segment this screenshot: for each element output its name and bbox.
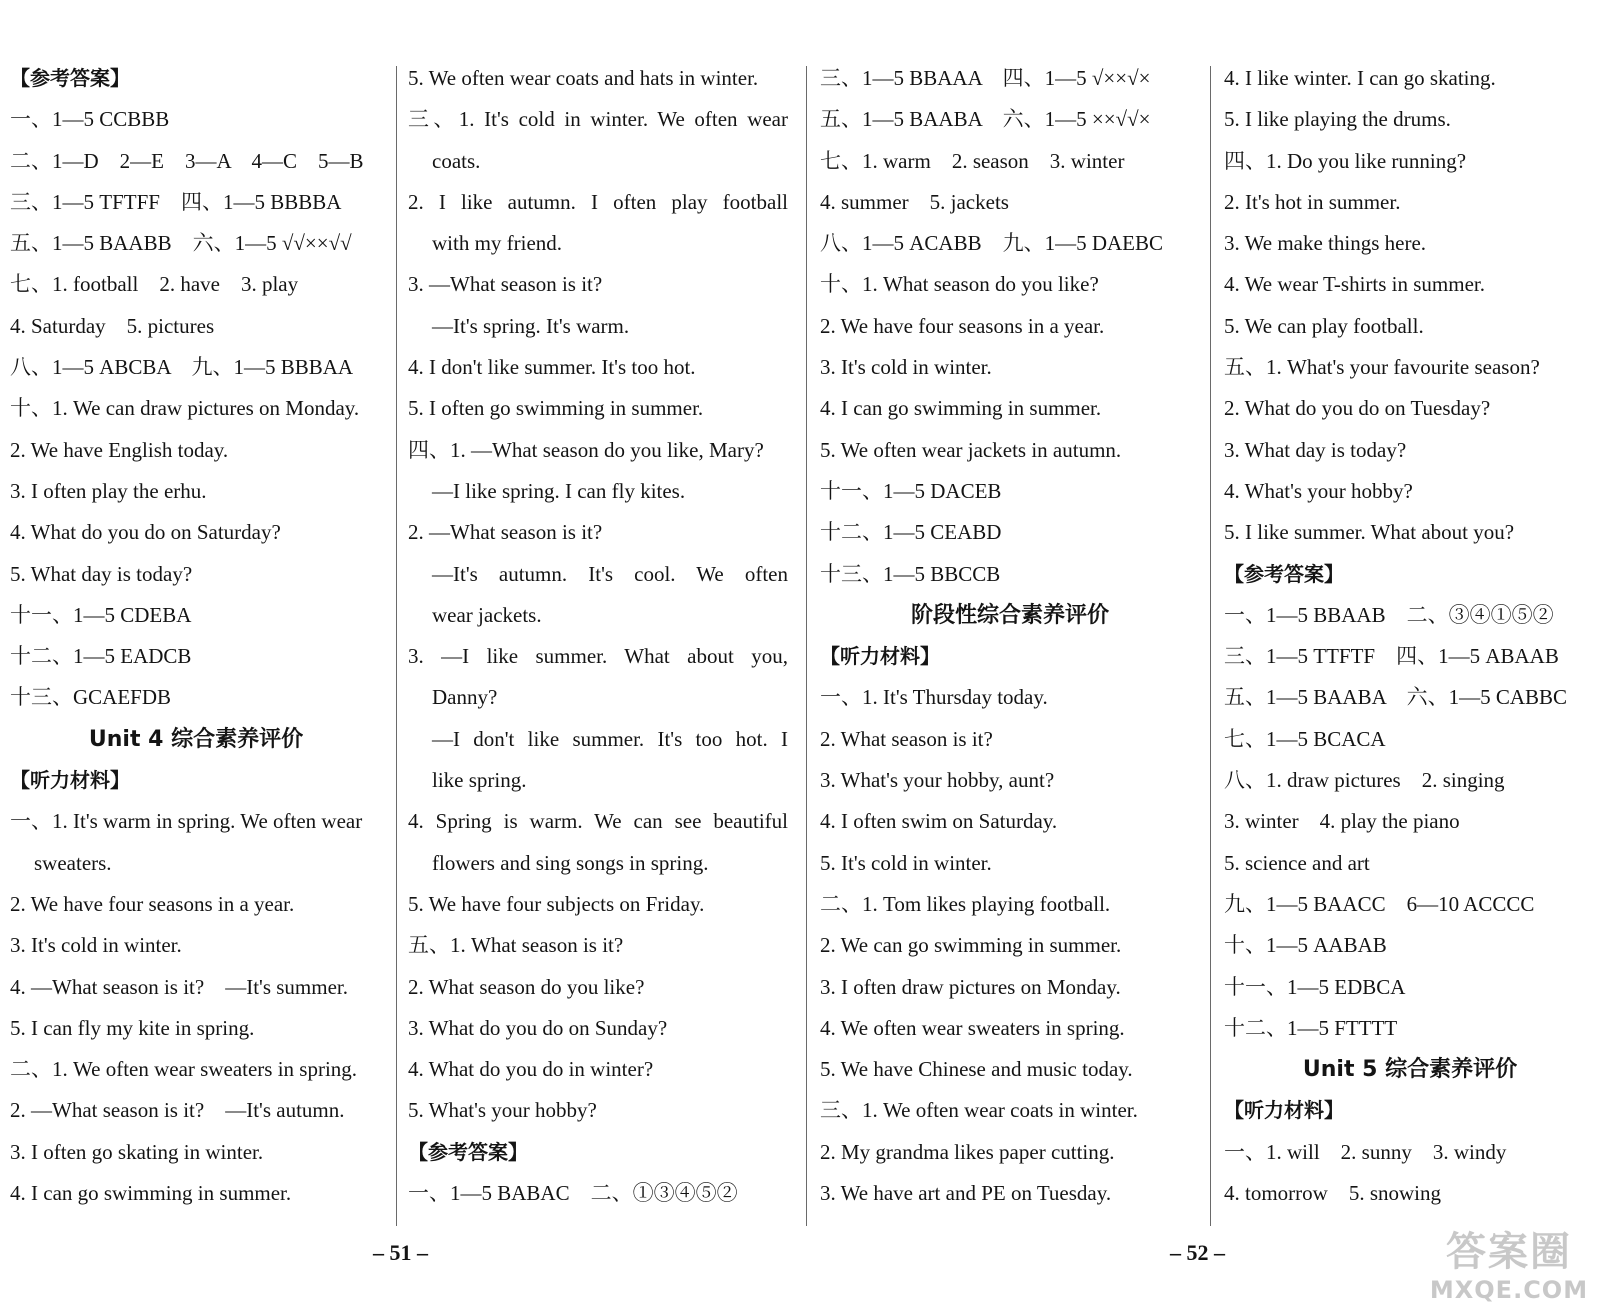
answer-line: 2. —What season is it?	[408, 520, 603, 545]
answer-line: 二、1. Tom likes playing football.	[820, 891, 1111, 916]
answer-line: 4. What's your hobby?	[1224, 478, 1413, 503]
page-number-left: – 51 –	[373, 1240, 428, 1265]
watermark-url: MXQE.COM	[1429, 1276, 1589, 1304]
answer-line: 4. summer 5. jackets	[820, 189, 1009, 214]
answer-line: 五、1—5 BAABA 六、1—5 CABBC	[1224, 685, 1568, 710]
answer-line: Danny?	[432, 685, 498, 710]
answer-line: 九、1—5 BAACC 6—10 ACCCC	[1224, 891, 1535, 916]
answer-line: 一、1. will 2. sunny 3. windy	[1224, 1139, 1507, 1164]
section-heading: 【听力材料】	[820, 644, 940, 669]
answer-line: 3. —What season is it?	[408, 272, 603, 297]
answer-line: 4. Spring is warm. We can see beautiful	[408, 809, 788, 834]
answer-line: coats.	[432, 148, 481, 173]
answer-line: 4. I don't like summer. It's too hot.	[408, 355, 696, 380]
answer-line: 5. We have four subjects on Friday.	[408, 891, 705, 916]
answer-line: 三、1—5 TTFTF 四、1—5 ABAAB	[1224, 644, 1559, 669]
answer-line: 二、1. We often wear sweaters in spring.	[10, 1057, 358, 1082]
answer-line: 三、1—5 BBAAA 四、1—5 √××√×	[820, 66, 1151, 90]
answer-line: 一、1—5 BBAAB 二、③④①⑤②	[1224, 602, 1554, 627]
answer-line: 2. I like autumn. I often play football	[408, 189, 788, 214]
answer-line: —I don't like summer. It's too hot. I	[432, 726, 788, 751]
answer-line: 八、1—5 ACABB 九、1—5 DAEBC	[820, 231, 1164, 256]
answer-line: 5. It's cold in winter.	[820, 850, 992, 875]
answer-line: 2. What do you do on Tuesday?	[1224, 396, 1491, 421]
section-heading: 【参考答案】	[10, 66, 130, 90]
answer-line: 5. We have Chinese and music today.	[820, 1057, 1133, 1082]
answer-line: 5. I often go swimming in summer.	[408, 396, 704, 421]
answer-line: 2. My grandma likes paper cutting.	[820, 1139, 1115, 1164]
answer-line: 3. What do you do on Sunday?	[408, 1015, 668, 1040]
answer-line: 五、1—5 BAABB 六、1—5 √√××√√	[10, 231, 352, 256]
answer-line: 五、1. What's your favourite season?	[1224, 355, 1540, 380]
answer-line: 十三、1—5 BBCCB	[820, 561, 1001, 586]
answer-line: 一、1. It's Thursday today.	[820, 685, 1048, 710]
answer-line: 2. We have four seasons in a year.	[820, 313, 1105, 338]
answer-line: 三、1. It's cold in winter. We often wear	[408, 107, 788, 132]
answer-line: 十二、1—5 EADCB	[10, 644, 192, 669]
answer-line: 四、1. Do you like running?	[1224, 148, 1467, 173]
answer-line: 七、1. football 2. have 3. play	[10, 272, 299, 297]
section-heading: 【听力材料】	[10, 768, 130, 793]
answer-line: 十一、1—5 CDEBA	[10, 602, 192, 627]
answer-line: 3. What's your hobby, aunt?	[820, 768, 1055, 793]
answer-line: 十、1. What season do you like?	[820, 272, 1099, 297]
answer-line: —I like spring. I can fly kites.	[432, 478, 686, 503]
answer-line: 4. I can go swimming in summer.	[10, 1181, 292, 1206]
answer-line: 3. I often draw pictures on Monday.	[820, 974, 1121, 999]
answer-line: 3. It's cold in winter.	[10, 933, 182, 958]
answer-line: 七、1. warm 2. season 3. winter	[820, 148, 1125, 173]
answer-line: 5. What day is today?	[10, 561, 193, 586]
answer-line: 3. —I like summer. What about you,	[408, 644, 788, 669]
answer-line: 八、1. draw pictures 2. singing	[1224, 768, 1505, 793]
answer-line: 十二、1—5 CEABD	[820, 520, 1002, 545]
answer-line: 4. I can go swimming in summer.	[820, 396, 1102, 421]
answer-line: 3. I often play the erhu.	[10, 478, 207, 503]
answer-line: 4. We wear T-shirts in summer.	[1224, 272, 1485, 297]
answer-line: 2. We have four seasons in a year.	[10, 891, 295, 916]
answer-line: like spring.	[432, 768, 527, 793]
answer-line: 3. It's cold in winter.	[820, 355, 992, 380]
answer-line: 4. I often swim on Saturday.	[820, 809, 1058, 834]
answer-line: 2. What season do you like?	[408, 974, 645, 999]
column-divider	[1210, 66, 1211, 1226]
answer-line: 七、1—5 BCACA	[1224, 726, 1386, 751]
watermark-logo: 答案圈	[1446, 1229, 1572, 1275]
answer-line: 2. —What season is it? —It's autumn.	[10, 1098, 345, 1123]
answer-line: 5. I like summer. What about you?	[1224, 520, 1515, 545]
answer-line: 2. We have English today.	[10, 437, 229, 462]
section-heading: 【参考答案】	[1224, 561, 1344, 586]
answer-line: 三、1. We often wear coats in winter.	[820, 1098, 1138, 1123]
answer-line: 五、1—5 BAABA 六、1—5 ××√√×	[820, 107, 1151, 132]
section-title: Unit 4 综合素养评价	[88, 726, 304, 752]
answer-line: with my friend.	[432, 231, 563, 256]
answer-line: 4. What do you do on Saturday?	[10, 520, 281, 545]
answer-line: 3. I often go skating in winter.	[10, 1139, 264, 1164]
page-number-right: – 52 –	[1170, 1240, 1225, 1265]
answer-line: 5. I can fly my kite in spring.	[10, 1015, 255, 1040]
answer-line: 五、1. What season is it?	[408, 933, 624, 958]
answer-line: 十、1. We can draw pictures on Monday.	[10, 396, 360, 421]
answer-line: 3. We have art and PE on Tuesday.	[820, 1181, 1112, 1206]
answer-line: 十一、1—5 DACEB	[820, 478, 1002, 503]
answer-line: 一、1—5 BABAC 二、①③④⑤②	[408, 1181, 738, 1206]
column-4	[1224, 58, 1596, 1214]
answer-line: 5. We often wear coats and hats in winter.	[408, 66, 759, 90]
answer-line: 十二、1—5 FTTTT	[1224, 1015, 1398, 1040]
answer-line: 5. What's your hobby?	[408, 1098, 597, 1123]
answer-line: 4. —What season is it? —It's summer.	[10, 974, 348, 999]
answer-line: 3. What day is today?	[1224, 437, 1407, 462]
answer-line: 八、1—5 ABCBA 九、1—5 BBBAA	[10, 355, 354, 380]
answer-line: 十一、1—5 EDBCA	[1224, 974, 1406, 999]
answer-line: 十、1—5 AABAB	[1224, 933, 1387, 958]
answer-line: 3. We make things here.	[1224, 231, 1427, 256]
answer-line: 3. winter 4. play the piano	[1224, 809, 1460, 834]
answer-line: 4. tomorrow 5. snowing	[1224, 1181, 1441, 1206]
answer-line: sweaters.	[34, 850, 112, 875]
answer-line: 5. I like playing the drums.	[1224, 107, 1451, 132]
answer-line: 2. What season is it?	[820, 726, 993, 751]
answer-line: 5. We can play football.	[1224, 313, 1424, 338]
column-divider	[396, 66, 397, 1226]
answer-line: 4. Saturday 5. pictures	[10, 313, 215, 338]
answer-line: 四、1. —What season do you like, Mary?	[408, 437, 764, 462]
section-heading: 【参考答案】	[408, 1139, 528, 1164]
section-title: Unit 5 综合素养评价	[1302, 1057, 1518, 1083]
answer-line: wear jackets.	[432, 602, 542, 627]
answer-line: 4. What do you do in winter?	[408, 1057, 654, 1082]
answer-line: 一、1—5 CCBBB	[10, 107, 170, 132]
answer-line: 4. We often wear sweaters in spring.	[820, 1015, 1125, 1040]
answer-line: —It's spring. It's warm.	[432, 313, 630, 338]
answer-line: flowers and sing songs in spring.	[432, 850, 709, 875]
answer-line: 2. It's hot in summer.	[1224, 189, 1401, 214]
section-title: 阶段性综合素养评价	[910, 602, 1109, 628]
answer-line: 5. science and art	[1224, 850, 1370, 875]
column-3	[820, 58, 1200, 1214]
page-gutter	[806, 66, 807, 1226]
column-2	[408, 58, 788, 1214]
watermark	[1424, 1228, 1594, 1310]
answer-line: 5. We often wear jackets in autumn.	[820, 437, 1122, 462]
answer-line: —It's autumn. It's cool. We often	[432, 561, 788, 586]
answer-line: 十三、GCAEFDB	[10, 685, 172, 710]
column-1	[10, 58, 382, 1214]
answer-line: 2. We can go swimming in summer.	[820, 933, 1122, 958]
section-heading: 【听力材料】	[1224, 1098, 1344, 1123]
answer-line: 三、1—5 TFTFF 四、1—5 BBBBA	[10, 189, 342, 214]
answer-line: 二、1—D 2—E 3—A 4—C 5—B	[10, 148, 364, 173]
answer-line: 4. I like winter. I can go skating.	[1224, 66, 1496, 90]
answer-line: 一、1. It's warm in spring. We often wear	[10, 809, 363, 834]
